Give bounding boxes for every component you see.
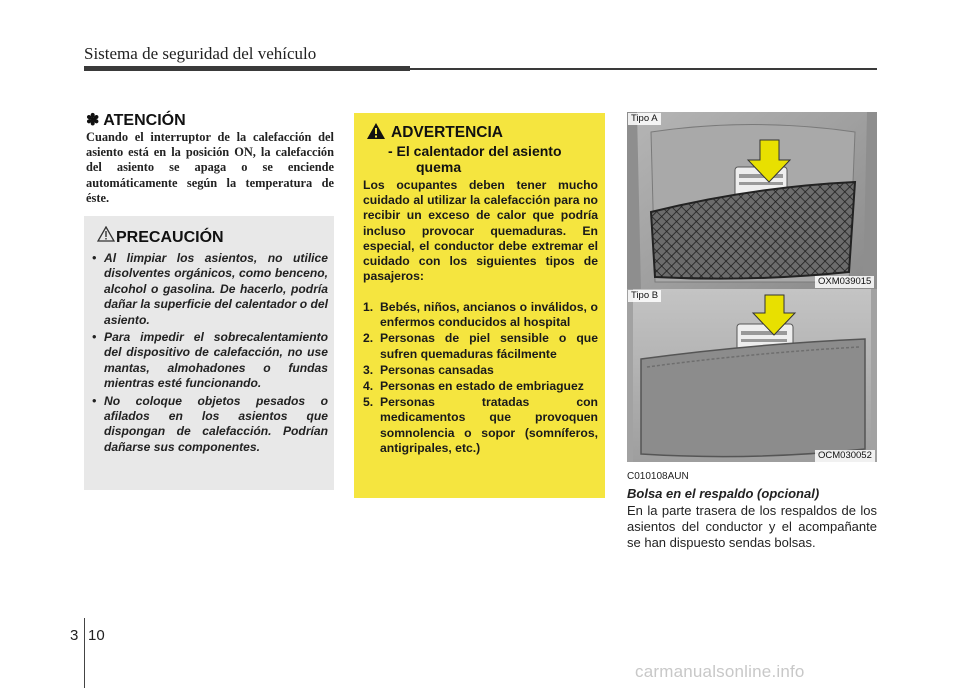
list-item-text: No coloque objetos pesados o afilados en los asientos que dispongan de calefacción. Podrían dañarse sus componentes.: [104, 393, 328, 454]
list-item: • Para impedir el sobrecalentamiento del dispositivo de calefacción, no use mantas, almohadones o fundas mientras esté funcionando.: [92, 330, 328, 391]
photo-a-code: OXM039015: [815, 276, 874, 288]
list-item: [363, 363, 598, 378]
advertencia-list: [363, 300, 598, 457]
precaucion-list: [90, 251, 328, 457]
page-number: 10: [88, 627, 105, 644]
photo-b-code: OCM030052: [815, 450, 875, 462]
list-item-text: Personas de piel sensible o que sufren quemaduras fácilmente: [380, 331, 598, 361]
atencion-text: Cuando el interruptor de la calefacción del asiento está en la posición ON, la calefacción del asiento se apaga o se enciende automáticamente según la temperatura de éste.: [86, 130, 334, 205]
list-item: [363, 331, 598, 361]
list-item-number: 4.: [363, 379, 374, 394]
advertencia-intro: Los ocupantes deben tener mucho cuidado al utilizar la calefacción para no recibir un exceso de calor que podría incluso provocar quemaduras. En especial, el conductor debe extremar el cuidado con los siguientes tipos de pasajeros:: [363, 178, 598, 284]
bolsa-heading: Bolsa en el respaldo (opcional): [627, 486, 820, 501]
warning-triangle-icon: [366, 122, 386, 140]
page-section-number: 3: [70, 627, 79, 644]
list-item: [363, 379, 598, 394]
atencion-title: ATENCIÓN: [103, 112, 186, 129]
list-item-text: Al limpiar los asientos, no utilice disolventes orgánicos, como benceno, alcohol o gasolina. De hacerlo, podría dañar la superficie del calentador o del asiento.: [104, 251, 328, 327]
header-rule: [84, 66, 410, 71]
list-item-number: 3.: [363, 362, 374, 377]
asterisk-icon: ✽: [86, 112, 100, 129]
list-item-text: Para impedir el sobrecalentamiento del dispositivo de calefacción, no use mantas, almohadones o fundas mientras esté funcionando.: [104, 330, 328, 391]
list-item-text: Bebés, niños, ancianos o inválidos, o enfermos conducidos al hospital: [380, 300, 598, 330]
list-item: • No coloque objetos pesados o afilados en los asientos que dispongan de calefacción. Podrían dañarse sus componentes.: [92, 393, 328, 454]
header-rule-thin: [410, 68, 877, 70]
advertencia-subtitle-cont: quema: [416, 159, 462, 175]
seatback-net-photo: [627, 112, 877, 290]
photo-a-label: Tipo A: [628, 113, 661, 125]
list-item-text: Personas tratadas con medicamentos que provoquen somnolencia o sopor (somníferos, antigripales, etc.): [380, 395, 598, 455]
list-item-number: 1.: [363, 300, 374, 314]
seatback-pocket-photo: [627, 289, 877, 462]
caution-triangle-icon: [97, 226, 115, 242]
section-code: C010108AUN: [627, 471, 689, 482]
photo-b-label: Tipo B: [628, 290, 661, 302]
advertencia-subtitle: - El calentador del asiento: [388, 143, 562, 159]
atencion-heading: [86, 110, 186, 130]
precaucion-title: PRECAUCIÓN: [116, 229, 224, 246]
footer-divider: [84, 618, 85, 688]
seatback-pocket-illustration: [627, 289, 877, 462]
list-item: • Al limpiar los asientos, no utilice disolventes orgánicos, como benceno, alcohol o gasolina. De hacerlo, podría dañar la superficie del calentador o del asiento.: [92, 251, 328, 327]
list-item: [363, 395, 598, 456]
list-item: [363, 300, 598, 330]
list-item-text: Personas cansadas: [380, 362, 494, 377]
page-header-title: Sistema de seguridad del vehículo: [84, 44, 317, 63]
list-item-text: Personas en estado de embriaguez: [380, 379, 584, 394]
advertencia-title: ADVERTENCIA: [391, 124, 503, 141]
list-item-number: 2.: [363, 331, 374, 346]
bolsa-text: En la parte trasera de los respaldos de los asientos del conductor y el acompañante se han dispuesto sendas bolsas.: [627, 503, 877, 550]
seatback-net-illustration: [627, 112, 877, 290]
list-item-number: 5.: [363, 395, 374, 410]
watermark-text: carmanualsonline.info: [635, 662, 805, 681]
